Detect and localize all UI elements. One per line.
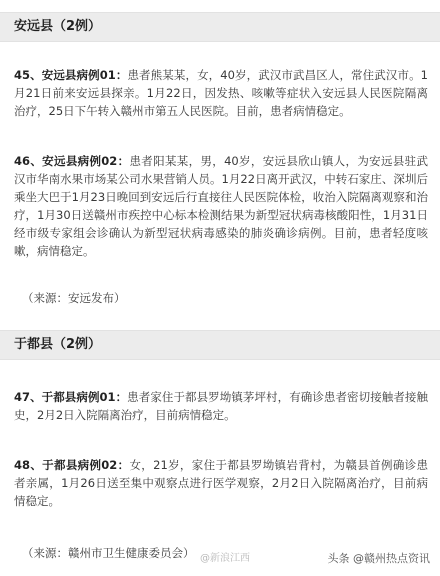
case-body: 女，21岁，家住于都县罗坳镇岩背村，为赣县首例确诊患者亲属，1月26日送至集中观察点进行医学观察，2月2日入院隔离治疗，目前病情稳定。 bbox=[14, 458, 428, 508]
case-title: 45、安远县病例01： bbox=[14, 68, 128, 82]
source-yudu: （来源：赣州市卫生健康委员会） bbox=[22, 546, 195, 560]
toutiao-watermark: 头条 @赣州热点资讯 bbox=[327, 552, 430, 565]
case-46 bbox=[14, 152, 428, 260]
case-title: 46、安远县病例02： bbox=[14, 154, 130, 168]
source-anyuan: （来源：安远发布） bbox=[22, 291, 126, 305]
section-header-anyuan: 安远县（2例） bbox=[0, 12, 440, 42]
case-body: 患者家住于都县罗坳镇茅坪村，有确诊患者密切接触者接触史，2月2日入院隔离治疗，目前病情稳定。 bbox=[14, 390, 428, 422]
case-title: 48、于都县病例02： bbox=[14, 458, 130, 472]
case-title: 47、于都县病例01： bbox=[14, 390, 128, 404]
case-45 bbox=[14, 66, 428, 120]
case-body: 患者阳某某，男，40岁，安远县欣山镇人，为安远县驻武汉市华南水果市场某公司水果营销人员。1月22日离开武汉，中转石家庄、深圳后乘坐大巴于1月23日晚回到安远后行直接往人民医院体检，收治入院隔离观察和治疗，1月30日送赣州市疾控中心标本检测结果为新型冠状病毒核酸阳性，1月31日经市级专家组会诊确认为新型冠状病毒感染的肺炎确诊病例。目前，患者轻度咳嗽，病情稳定。 bbox=[14, 154, 428, 258]
case-body: 患者熊某某，女，40岁，武汉市武昌区人，常住武汉市。1月21日前来安远县探亲。1月22日，因发热、咳嗽等症状入安远县人民医院隔离治疗，25日下午转入赣州市第五人民医院。目前，患者病情稳定。 bbox=[14, 68, 428, 118]
faint-watermark: @新浪江西 bbox=[200, 553, 250, 564]
section-header-yudu: 于都县（2例） bbox=[0, 330, 440, 360]
case-47 bbox=[14, 388, 428, 424]
case-48 bbox=[14, 456, 428, 510]
